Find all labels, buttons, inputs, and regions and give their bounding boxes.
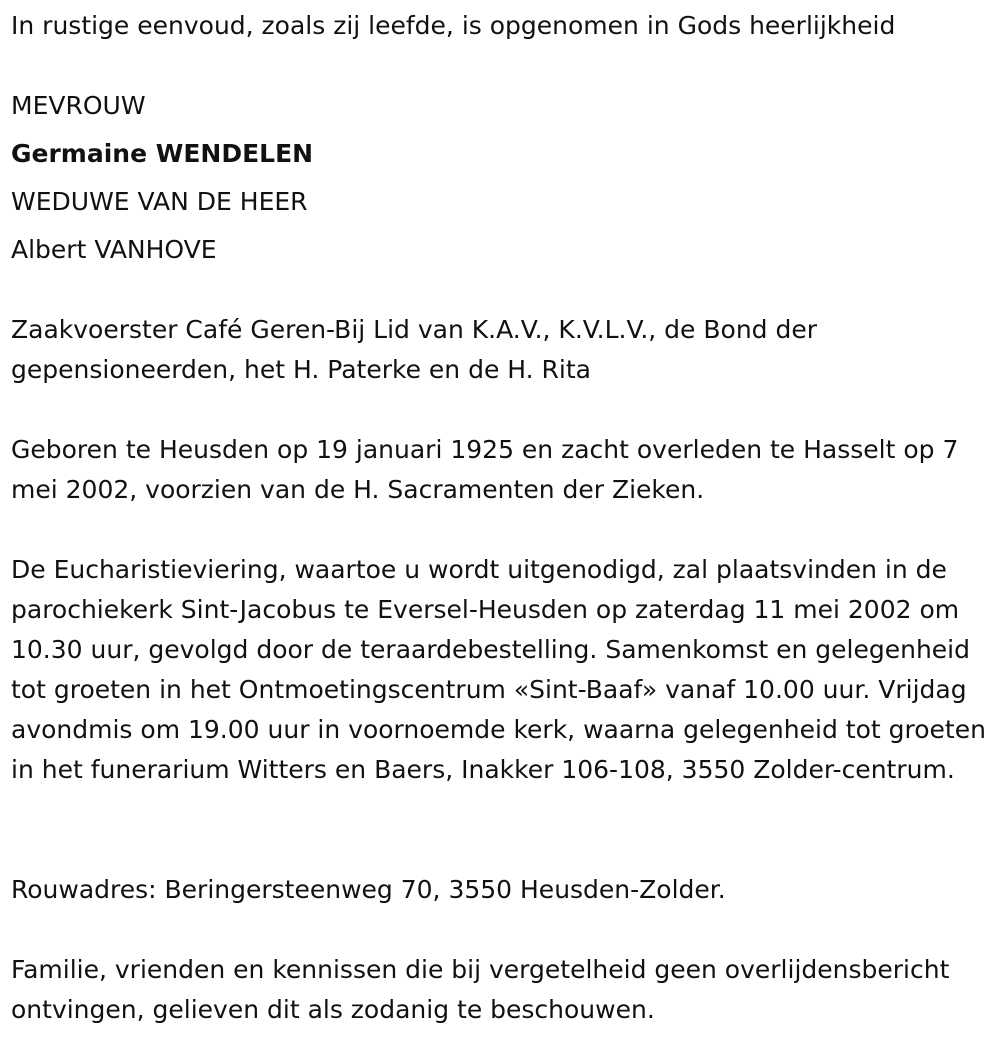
honorific: MEVROUW: [11, 91, 146, 120]
occupation-paragraph: Zaakvoerster Café Geren-Bij Lid van K.A.V., K.V.L.V., de Bond der gepensioneerden, het H. Paterke en de H. Rita: [11, 315, 818, 384]
service-paragraph: De Eucharistieviering, waartoe u wordt uitgenodigd, zal plaatsvinden in de parochiekerk Sint-Jacobus te Eversel-Heusden op zaterdag 11 mei 2002 om 10.30 uur, gevolgd door de teraardebestelling. Samenkomst en gelegenheid tot groeten in het Ontmoetingscentrum «Sint-Baaf» vanaf 10.00 uur. Vrijdag avondmis om 19.00 uur in voornoemde kerk, waarna gelegenheid tot groeten in het funerarium Witters en Baers, Inakker 106-108, 3550 Zolder-centrum.: [11, 555, 986, 784]
spouse-name: Albert VANHOVE: [11, 235, 217, 264]
deceased-name: Germaine WENDELEN: [11, 139, 314, 168]
closing-paragraph: Familie, vrienden en kennissen die bij vergetelheid geen overlijdensbericht ontvingen, gelieven dit als zodanig te beschouwen.: [11, 955, 950, 1024]
intro-line: In rustige eenvoud, zoals zij leefde, is opgenomen in Gods heerlijkheid: [11, 11, 896, 40]
birth-death-paragraph: Geboren te Heusden op 19 januari 1925 en zacht overleden te Hasselt op 7 mei 2002, voorzien van de H. Sacramenten der Zieken.: [11, 435, 959, 504]
relation-line: WEDUWE VAN DE HEER: [11, 187, 308, 216]
mourning-address: Rouwadres: Beringersteenweg 70, 3550 Heusden-Zolder.: [11, 875, 726, 904]
